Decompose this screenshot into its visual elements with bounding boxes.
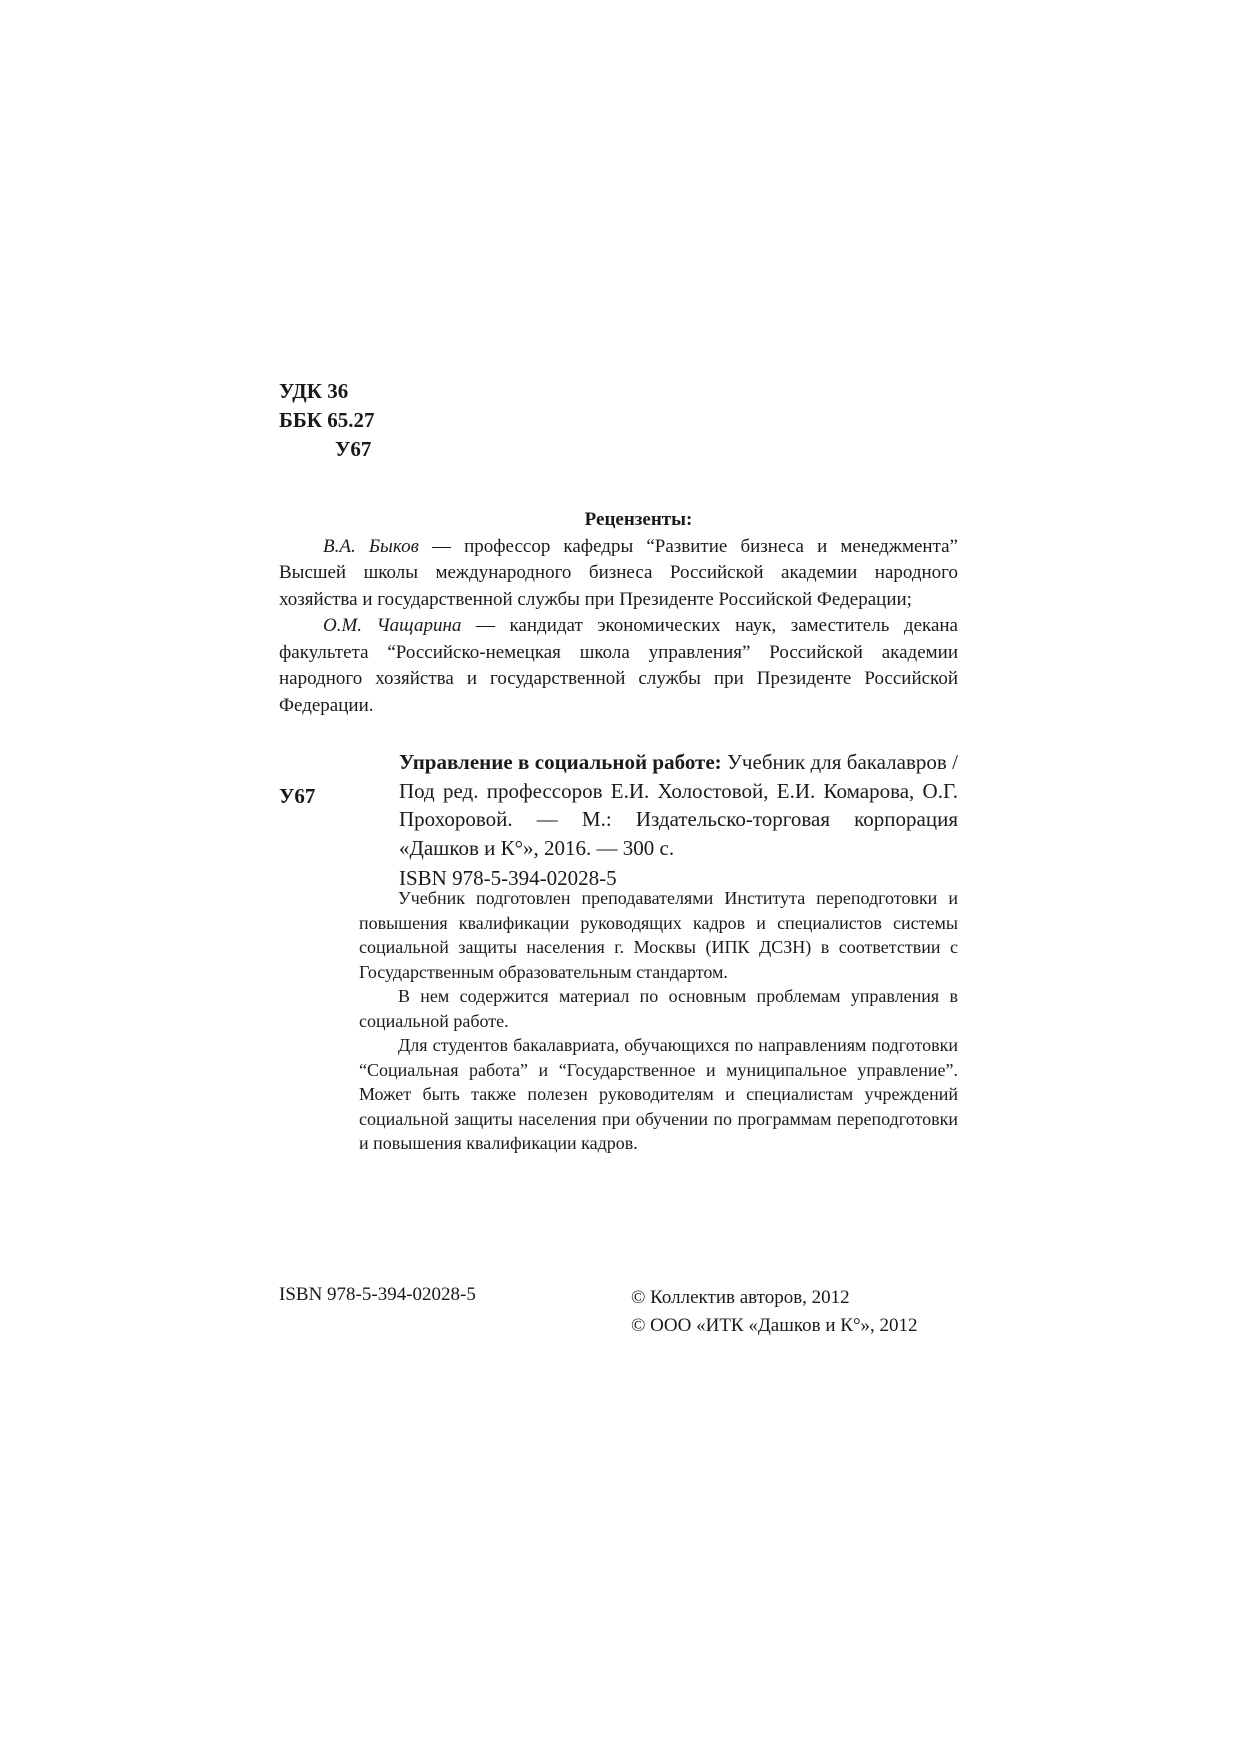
reviewer-entry — [279, 534, 958, 614]
reviewer-entry — [279, 613, 958, 719]
reviewer-name: В.А. Быков — [323, 535, 419, 557]
bibliographic-description — [399, 748, 958, 862]
reviewer-description: — профессор кафедры “Развитие бизнеса и менеджмента” Высшей школы международного бизнеса Российской академии народного хозяйства и государственной службы при Президенте Российской Федерации; — [279, 535, 958, 610]
bbk-code: ББК 65.27 — [279, 408, 375, 432]
reviewer-description: — кандидат экономических наук, заместитель декана факультета “Российско-немецкая школа управления” Российской академии народного хозяйства и государственной службы при Президенте Российской Федерации. — [279, 615, 958, 716]
book-details: Учебник для бакалавров / Под ред. профессоров Е.И. Холостовой, Е.И. Комарова, О.Г. Прохоровой. — М.: Издательско-торговая корпорация «Дашков и К°», 2016. — 300 с. — [399, 750, 958, 860]
classification-codes — [279, 377, 375, 464]
annotation-paragraph: Для студентов бакалавриата, обучающихся по направлениям подготовки “Социальная работа” и “Государственное и муниципальное управление”. Может быть также полезен руководителям и специалистам учреждений социальной защиты населения при обучении по программам переподготовки и повышения квалификации кадров. — [359, 1035, 958, 1153]
annotation — [359, 886, 958, 1156]
annotation-paragraph: В нем содержится материал по основным проблемам управления в социальной работе. — [359, 986, 958, 1031]
copyright-block — [631, 1284, 918, 1340]
book-title: Управление в социальной работе: — [399, 750, 722, 774]
bibliography-shelfmark: У67 — [279, 784, 316, 808]
copyright-publisher: © ООО «ИТК «Дашков и К°», 2012 — [631, 1315, 918, 1336]
annotation-paragraph: Учебник подготовлен преподавателями Института переподготовки и повышения квалификации руководящих кадров и специалистов системы социальной защиты населения г. Москвы (ИПК ДСЗН) в соответствии с Государственным образовательным стандартом. — [359, 888, 958, 982]
book-isbn: ISBN 978-5-394-02028-5 — [399, 866, 617, 890]
reviewer-name: О.М. Чащарина — [323, 615, 462, 636]
footer-isbn: ISBN 978-5-394-02028-5 — [279, 1284, 476, 1305]
reviewers-section — [279, 507, 958, 719]
bibliographic-record — [399, 748, 958, 893]
reviewers-heading: Рецензенты: — [584, 509, 693, 530]
udk-code: УДК 36 — [279, 379, 349, 403]
copyright-authors: © Коллектив авторов, 2012 — [631, 1287, 850, 1308]
author-mark: У67 — [335, 437, 372, 461]
